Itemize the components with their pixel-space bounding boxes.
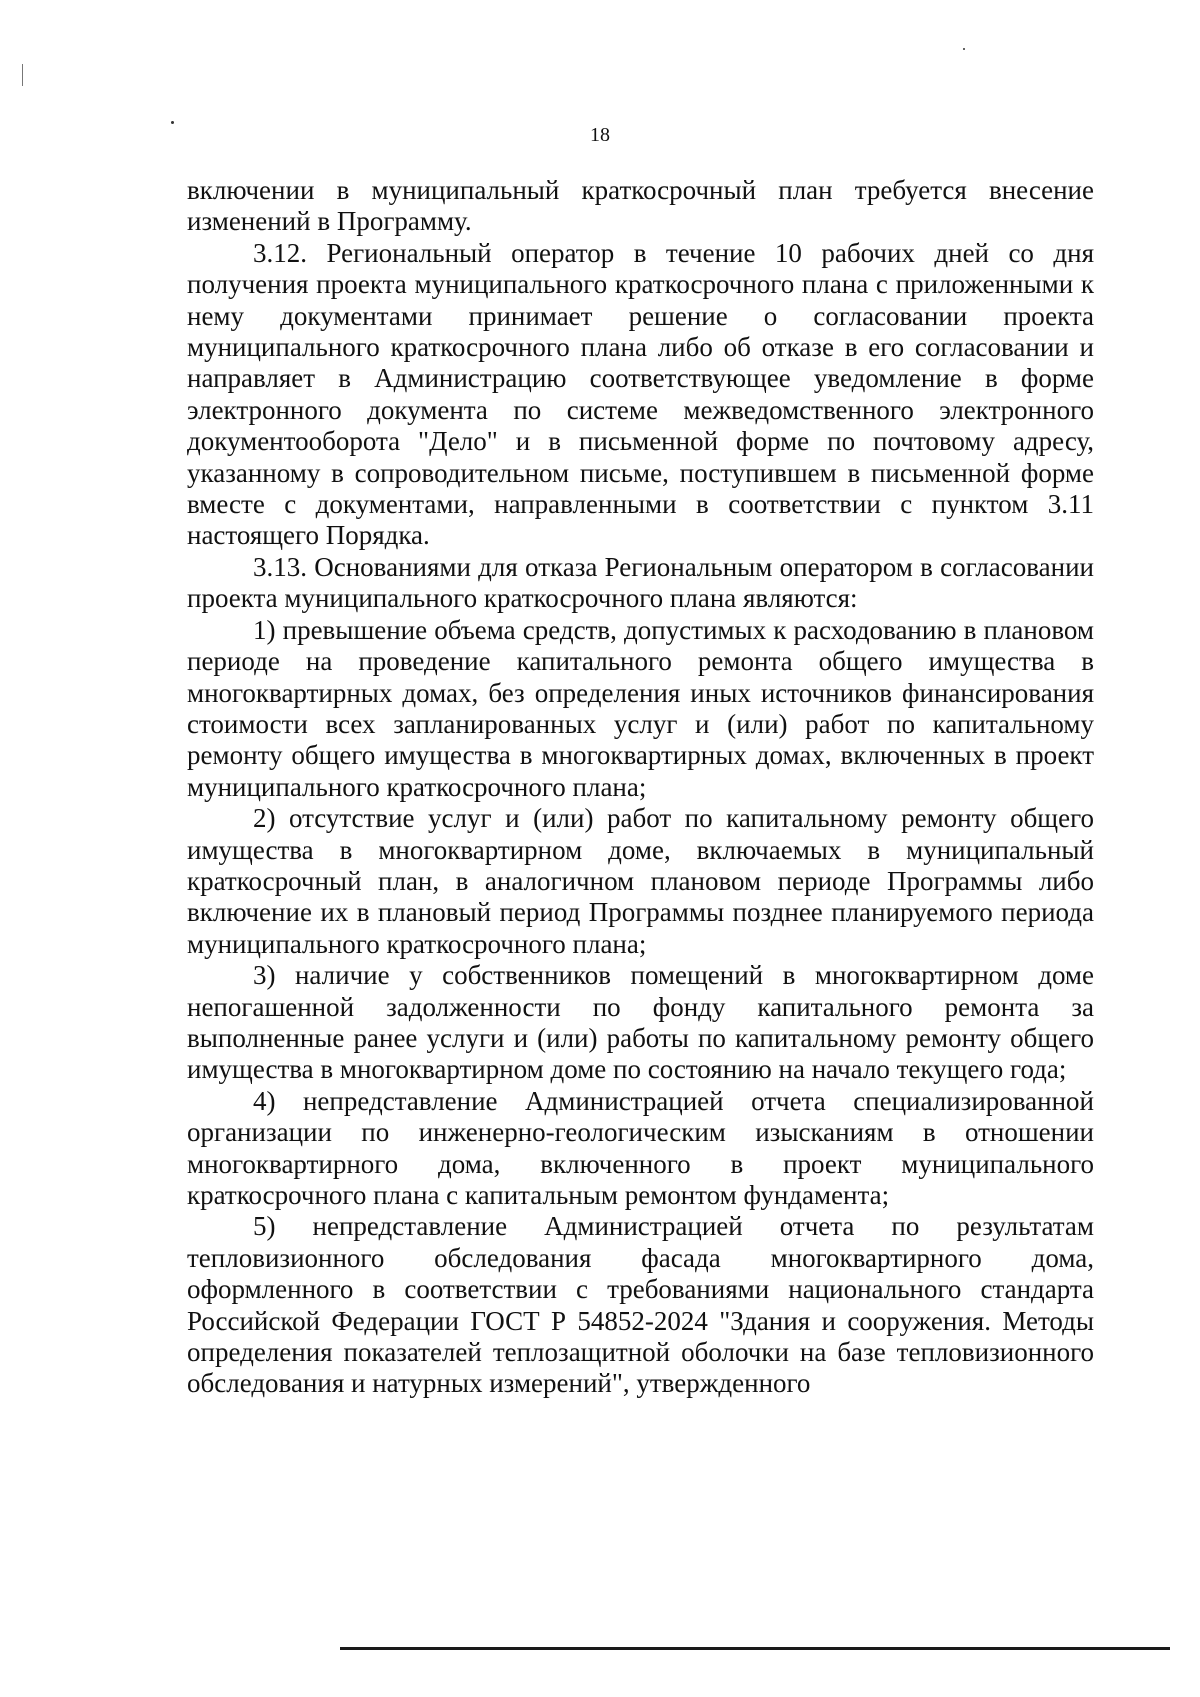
list-item-1: 1) превышение объема средств, допустимых к расходованию в плановом периоде на проведение капитального ремонта общего имущества в многоквартирных домах, без определения иных источников финансирования стоимости всех запланированных услуг и (или) работ по капитальному ремонту общего имущества в многоквартирных домах, включенных в проект муниципального краткосрочного плана;	[187, 614, 1094, 802]
list-item-3: 3) наличие у собственников помещений в многоквартирном доме непогашенной задолженности по фонду капитального ремонта за выполненные ранее услуги и (или) работы по капитальному ремонту общего имущества в многоквартирном доме по состоянию на начало текущего года;	[187, 960, 1094, 1085]
scan-speck	[963, 48, 965, 50]
scan-margin-mark	[22, 64, 23, 86]
page-number: 18	[590, 124, 610, 146]
paragraph-3-13: 3.13. Основаниями для отказа Региональным оператором в согласовании проекта муниципального краткосрочного плана являются:	[187, 551, 1094, 614]
document-body	[187, 175, 1094, 1400]
footer-rule	[340, 1647, 1170, 1650]
list-item-5: 5) непредставление Администрацией отчета по результатам тепловизионного обследования фасада многоквартирного дома, оформленного в соответствии с требованиями национального стандарта Российской Федерации ГОСТ Р 54852-2024 "Здания и сооружения. Методы определения показателей теплозащитной оболочки на базе тепловизионного обследования и натурных измерений", утвержденного	[187, 1211, 1094, 1399]
paragraph-continuation: включении в муниципальный краткосрочный план требуется внесение изменений в Программу.	[187, 175, 1094, 237]
paragraph-3-12: 3.12. Региональный оператор в течение 10 рабочих дней со дня получения проекта муниципального краткосрочного плана с приложенными к нему документами принимает решение о согласовании проекта муниципального краткосрочного плана либо об отказе в его согласовании и направляет в Администрацию соответствующее уведомление в форме электронного документа по системе межведомственного электронного документооборота "Дело" и в письменной форме по почтовому адресу, указанному в сопроводительном письме, поступившем в письменной форме вместе с документами, направленными в соответствии с пунктом 3.11 настоящего Порядка.	[187, 237, 1094, 551]
list-item-4: 4) непредставление Администрацией отчета специализированной организации по инженерно-геологическим изысканиям в отношении многоквартирного дома, включенного в проект муниципального краткосрочного плана с капитальным ремонтом фундамента;	[187, 1085, 1094, 1210]
list-item-2: 2) отсутствие услуг и (или) работ по капитальному ремонту общего имущества в многоквартирном доме, включаемых в муниципальный краткосрочный план, в аналогичном плановом периоде Программы либо включение их в плановый период Программы позднее планируемого периода муниципального краткосрочного плана;	[187, 803, 1094, 959]
